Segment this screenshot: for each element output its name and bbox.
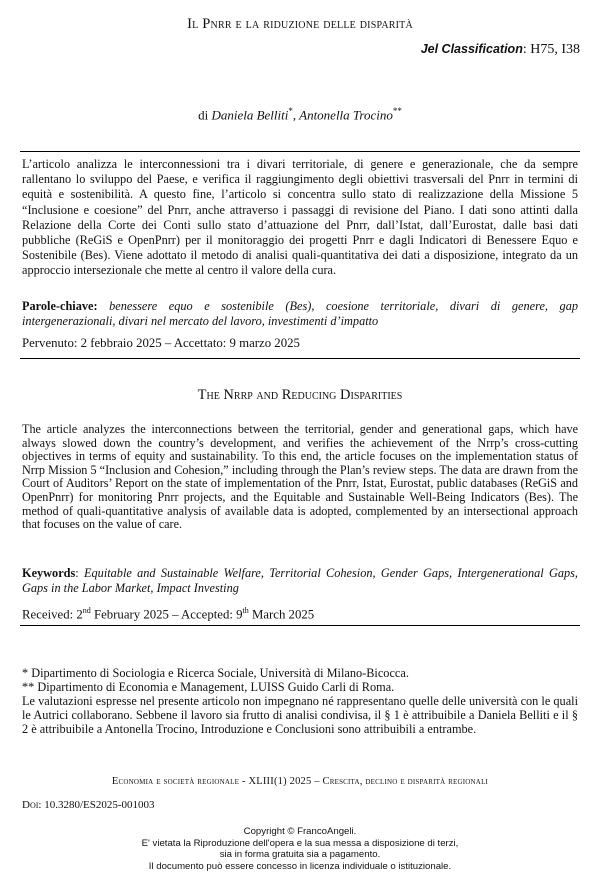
- footnote-3: Le valutazioni espresse nel presente articolo non impegnano né rappresentano quelle delle università con le quali le Autrici collaborano. Sebbene il lavoro sia frutto di analisi condivisa, il § 1 è attribuibile a Daniela Belliti e il § 2 è attribuibile a Antonella Trocino, Introduzione e Conclusioni sono attribuibili a entrambe.: [22, 694, 578, 737]
- jel-codes: : H75, I38: [522, 42, 580, 57]
- dates-en-accepted-sup: th: [242, 606, 249, 615]
- doi: Doi: 10.3280/ES2025-001003: [22, 799, 155, 811]
- authors-separator: ,: [292, 107, 300, 123]
- footnote-2: ** Dipartimento di Economia e Management, LUISS Guido Carli di Roma.: [22, 680, 395, 695]
- author-1: Daniela Belliti: [211, 107, 289, 123]
- keywords-en: [22, 566, 578, 596]
- keywords-en-sep: :: [75, 566, 85, 580]
- journal-line: Economia e società regionale - XLIII(1) 2025 – Crescita, declino e disparità regionali: [111, 776, 489, 787]
- dates-it: Pervenuto: 2 febbraio 2025 – Accettato: 9 marzo 2025: [22, 336, 300, 350]
- abstract-en: The article analyzes the interconnections between the territorial, gender and generational gaps, which have always slowed down the country’s development, and verifies the achievement of the Nrrp’s cross-cutting objectives in terms of equity and sustainability. To this end, the article focuses on the implementation status of Nrrp Mission 5 “Inclusion and Cohesion,” including through the Plan’s review steps. The data are drawn from the Court of Auditors’ Report on the state of implementation of the Pnrr, Istat, Eurostat, public databases (ReGiS and OpenPnrr) for monitoring Pnrr projects, and the Equitable and Sustainable Well-Being Indicators (Bes). The method of quali-quantitative analysis of available data is adopted, complemented by an intersectional approach that focuses on the value of care.: [22, 422, 578, 532]
- dates-en-mid: February 2025 – Accepted: 9: [90, 607, 243, 622]
- dates-en-received: Received: 2: [22, 607, 83, 622]
- authors-line: [0, 106, 600, 123]
- dates-en-received-sup: nd: [82, 606, 91, 615]
- dates-en: [22, 603, 578, 622]
- jel-classification: [421, 42, 580, 58]
- copyright-line: E' vietata la Riproduzione dell'opera e la sua messa a disposizione di terzi,: [141, 837, 459, 849]
- copyright-line: sia in forma gratuita sia a pagamento.: [219, 849, 381, 861]
- footnotes: [22, 666, 578, 736]
- divider-top: [20, 151, 580, 152]
- dates-en-end: March 2025: [248, 607, 315, 622]
- author-1-mark: *: [288, 106, 293, 116]
- footnote-1: * Dipartimento di Sociologia e Ricerca Sociale, Università di Milano-Bicocca.: [22, 666, 409, 680]
- divider-bottom: [20, 625, 580, 626]
- abstract-it: L’articolo analizza le interconnessioni tra i divari territoriale, di genere e generazionale, che da sempre rallentano lo sviluppo del Paese, e verifica il raggiungimento degli obiettivi trasversali del Pnrr in termini di equità e sostenibilità. A questo fine, l’articolo si concentra sullo stato di realizzazione della Missione 5 “Inclusione e coesione” del Pnrr, anche attraverso i passaggi di revisione del Piano. I dati sono attinti dalla Relazione della Corte dei Conti sullo stato d’attuazione del Pnrr, dall’Istat, dall’Eurostat, dalle basi dati pubbliche (ReGiS e OpenPnrr) per il monitoraggio dei progetti Pnrr e dagli Indicatori di Benessere Equo e Sostenibile (Bes). Viene adottato il metodo di analisi quali-quantitativa dei dati a disposizione, integrato da un approccio intersezionale che mette al centro il valore della cura.: [22, 157, 578, 278]
- copyright-line: Copyright © FrancoAngeli.: [243, 826, 357, 837]
- keywords-it-label: Parole-chiave:: [22, 299, 98, 313]
- keywords-it-values: benessere equo e sostenibile (Bes), coesione territoriale, divari di genere, gap intergenerazionali, divari nel mercato del lavoro, investimenti d’impatto: [22, 299, 578, 329]
- author-2-mark: **: [392, 106, 402, 116]
- keywords-en-values: Equitable and Sustainable Welfare, Territorial Cohesion, Gender Gaps, Intergenerational Gaps, Gaps in the Labor Market, Impact Investing: [22, 566, 578, 596]
- article-title-it: Il Pnrr e la riduzione delle disparità: [187, 16, 413, 32]
- copyright-notice: [0, 826, 600, 872]
- keywords-en-label: Keywords: [22, 566, 76, 580]
- article-title-en: The Nrrp and Reducing Disparities: [197, 387, 403, 403]
- keywords-it: [22, 299, 578, 329]
- copyright-line: Il documento può essere concesso in licenza individuale o istituzionale.: [148, 860, 452, 872]
- authors-prefix: di: [198, 107, 212, 123]
- jel-label: Jel Classification: [420, 42, 523, 56]
- author-2: Antonella Trocino: [299, 107, 393, 123]
- divider-mid: [20, 358, 580, 359]
